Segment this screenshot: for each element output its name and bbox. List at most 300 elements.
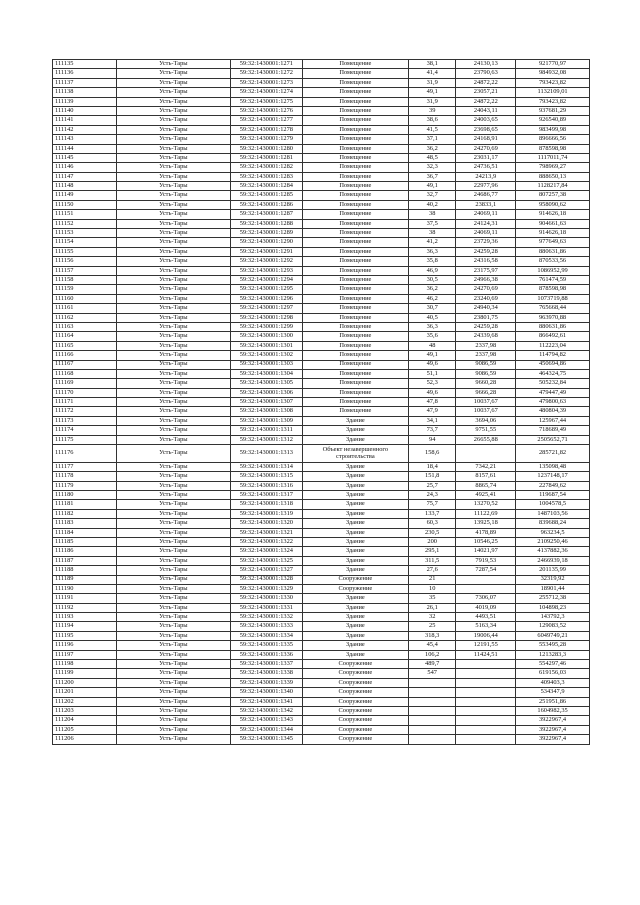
- area-cell: [408, 725, 456, 734]
- area-cell: 32: [408, 613, 456, 622]
- cadastral-value-cell: 479447,49: [516, 388, 590, 397]
- object-type-cell: Сооружение: [302, 716, 408, 725]
- row-number-cell: 111166: [53, 351, 117, 360]
- settlement-name-cell: Усть-Тары: [116, 97, 230, 106]
- settlement-name-cell: Усть-Тары: [116, 462, 230, 471]
- row-number-cell: 111169: [53, 379, 117, 388]
- cadastral-number-cell: 59:32:1430001:1288: [230, 219, 302, 228]
- object-type-cell: Помещение: [302, 172, 408, 181]
- object-type-cell: Помещение: [302, 266, 408, 275]
- settlement-name-cell: Усть-Тары: [116, 294, 230, 303]
- cadastral-value-cell: 18901,44: [516, 584, 590, 593]
- table-row: [53, 322, 590, 331]
- specific-value-cell: 9086,59: [456, 360, 516, 369]
- cadastral-number-cell: 59:32:1430001:1324: [230, 547, 302, 556]
- area-cell: 38,1: [408, 60, 456, 69]
- settlement-name-cell: Усть-Тары: [116, 369, 230, 378]
- settlement-name-cell: Усть-Тары: [116, 257, 230, 266]
- cadastral-number-cell: 59:32:1430001:1300: [230, 332, 302, 341]
- area-cell: 311,5: [408, 556, 456, 565]
- settlement-name-cell: Усть-Тары: [116, 490, 230, 499]
- object-type-cell: Помещение: [302, 247, 408, 256]
- cadastral-value-cell: 464324,75: [516, 369, 590, 378]
- row-number-cell: 111176: [53, 445, 117, 463]
- table-row: [53, 285, 590, 294]
- specific-value-cell: [456, 697, 516, 706]
- cadastral-number-cell: 59:32:1430001:1278: [230, 125, 302, 134]
- table-row: [53, 360, 590, 369]
- cadastral-value-cell: 114794,82: [516, 351, 590, 360]
- cadastral-number-cell: 59:32:1430001:1344: [230, 725, 302, 734]
- settlement-name-cell: Усть-Тары: [116, 481, 230, 490]
- area-cell: 27,6: [408, 566, 456, 575]
- object-type-cell: Сооружение: [302, 584, 408, 593]
- cadastral-value-cell: 129083,52: [516, 622, 590, 631]
- settlement-name-cell: Усть-Тары: [116, 247, 230, 256]
- specific-value-cell: 7919,53: [456, 556, 516, 565]
- table-row: [53, 304, 590, 313]
- cadastral-value-cell: 1086952,99: [516, 266, 590, 275]
- cadastral-value-cell: 619156,03: [516, 669, 590, 678]
- table-row: [53, 566, 590, 575]
- cadastral-number-cell: 59:32:1430001:1284: [230, 182, 302, 191]
- table-row: [53, 575, 590, 584]
- row-number-cell: 111174: [53, 426, 117, 435]
- cadastral-number-cell: 59:32:1430001:1294: [230, 275, 302, 284]
- object-type-cell: Помещение: [302, 275, 408, 284]
- cadastral-number-cell: 59:32:1430001:1336: [230, 650, 302, 659]
- settlement-name-cell: Усть-Тары: [116, 556, 230, 565]
- table-row: [53, 669, 590, 678]
- object-type-cell: Помещение: [302, 153, 408, 162]
- area-cell: [408, 735, 456, 744]
- table-row: [53, 351, 590, 360]
- row-number-cell: 111147: [53, 172, 117, 181]
- object-type-cell: Помещение: [302, 229, 408, 238]
- cadastral-number-cell: 59:32:1430001:1281: [230, 153, 302, 162]
- cadastral-value-cell: 409403,3: [516, 678, 590, 687]
- row-number-cell: 111192: [53, 603, 117, 612]
- object-type-cell: Здание: [302, 519, 408, 528]
- area-cell: 46,9: [408, 266, 456, 275]
- object-type-cell: Сооружение: [302, 660, 408, 669]
- cadastral-number-cell: 59:32:1430001:1272: [230, 69, 302, 78]
- area-cell: 48,5: [408, 153, 456, 162]
- row-number-cell: 111199: [53, 669, 117, 678]
- specific-value-cell: 23031,17: [456, 153, 516, 162]
- table-row: [53, 266, 590, 275]
- object-type-cell: Помещение: [302, 106, 408, 115]
- area-cell: 36,7: [408, 172, 456, 181]
- cadastral-value-cell: 926540,89: [516, 116, 590, 125]
- specific-value-cell: 10546,25: [456, 537, 516, 546]
- object-type-cell: Объект незавершенного строительства: [302, 445, 408, 463]
- object-type-cell: Помещение: [302, 332, 408, 341]
- object-type-cell: Помещение: [302, 304, 408, 313]
- row-number-cell: 111186: [53, 547, 117, 556]
- settlement-name-cell: Усть-Тары: [116, 341, 230, 350]
- table-row: [53, 275, 590, 284]
- table-row: [53, 144, 590, 153]
- object-type-cell: Здание: [302, 426, 408, 435]
- row-number-cell: 111160: [53, 294, 117, 303]
- specific-value-cell: 23057,21: [456, 88, 516, 97]
- cadastral-value-cell: 3922967,4: [516, 735, 590, 744]
- cadastral-number-cell: 59:32:1430001:1334: [230, 631, 302, 640]
- cadastral-number-cell: 59:32:1430001:1329: [230, 584, 302, 593]
- cadastral-value-cell: 866492,61: [516, 332, 590, 341]
- object-type-cell: Здание: [302, 547, 408, 556]
- object-type-cell: Здание: [302, 566, 408, 575]
- table-row: [53, 725, 590, 734]
- cadastral-value-cell: 125967,44: [516, 416, 590, 425]
- cadastral-value-cell: 1117011,74: [516, 153, 590, 162]
- object-type-cell: Здание: [302, 481, 408, 490]
- cadastral-number-cell: 59:32:1430001:1332: [230, 613, 302, 622]
- table-row: [53, 229, 590, 238]
- table-row: [53, 135, 590, 144]
- settlement-name-cell: Усть-Тары: [116, 631, 230, 640]
- area-cell: 133,7: [408, 509, 456, 518]
- object-type-cell: Помещение: [302, 135, 408, 144]
- table-row: [53, 313, 590, 322]
- cadastral-number-cell: 59:32:1430001:1299: [230, 322, 302, 331]
- specific-value-cell: 8157,61: [456, 472, 516, 481]
- object-type-cell: Помещение: [302, 191, 408, 200]
- specific-value-cell: 3694,06: [456, 416, 516, 425]
- area-cell: 49,1: [408, 351, 456, 360]
- specific-value-cell: 4178,89: [456, 528, 516, 537]
- cadastral-value-cell: 227849,62: [516, 481, 590, 490]
- object-type-cell: Здание: [302, 462, 408, 471]
- area-cell: 151,8: [408, 472, 456, 481]
- settlement-name-cell: Усть-Тары: [116, 407, 230, 416]
- object-type-cell: Здание: [302, 490, 408, 499]
- cadastral-value-cell: 904661,63: [516, 219, 590, 228]
- specific-value-cell: [456, 445, 516, 463]
- settlement-name-cell: Усть-Тары: [116, 388, 230, 397]
- table-row: [53, 247, 590, 256]
- settlement-name-cell: Усть-Тары: [116, 360, 230, 369]
- table-row: [53, 509, 590, 518]
- object-type-cell: Помещение: [302, 78, 408, 87]
- row-number-cell: 111161: [53, 304, 117, 313]
- area-cell: 21: [408, 575, 456, 584]
- cadastral-number-cell: 59:32:1430001:1318: [230, 500, 302, 509]
- cadastral-number-cell: 59:32:1430001:1311: [230, 426, 302, 435]
- specific-value-cell: 23240,69: [456, 294, 516, 303]
- specific-value-cell: 2337,98: [456, 341, 516, 350]
- cadastral-number-cell: 59:32:1430001:1305: [230, 379, 302, 388]
- specific-value-cell: 14021,97: [456, 547, 516, 556]
- cadastral-value-cell: 878598,98: [516, 285, 590, 294]
- row-number-cell: 111182: [53, 509, 117, 518]
- cadastral-value-cell: 880631,86: [516, 247, 590, 256]
- area-cell: 49,6: [408, 360, 456, 369]
- specific-value-cell: [456, 678, 516, 687]
- cadastral-number-cell: 59:32:1430001:1337: [230, 660, 302, 669]
- area-cell: [408, 706, 456, 715]
- settlement-name-cell: Усть-Тары: [116, 153, 230, 162]
- cadastral-number-cell: 59:32:1430001:1277: [230, 116, 302, 125]
- specific-value-cell: 10037,67: [456, 398, 516, 407]
- specific-value-cell: 5163,34: [456, 622, 516, 631]
- specific-value-cell: [456, 716, 516, 725]
- table-row: [53, 716, 590, 725]
- table-row: [53, 435, 590, 444]
- object-type-cell: Здание: [302, 528, 408, 537]
- cadastral-number-cell: 59:32:1430001:1316: [230, 481, 302, 490]
- object-type-cell: Помещение: [302, 69, 408, 78]
- cadastral-value-cell: 1073719,88: [516, 294, 590, 303]
- row-number-cell: 111188: [53, 566, 117, 575]
- row-number-cell: 111193: [53, 613, 117, 622]
- row-number-cell: 111205: [53, 725, 117, 734]
- table-row: [53, 407, 590, 416]
- row-number-cell: 111156: [53, 257, 117, 266]
- cadastral-number-cell: 59:32:1430001:1327: [230, 566, 302, 575]
- settlement-name-cell: Усть-Тары: [116, 528, 230, 537]
- object-type-cell: Помещение: [302, 313, 408, 322]
- specific-value-cell: [456, 669, 516, 678]
- object-type-cell: Помещение: [302, 360, 408, 369]
- cadastral-number-cell: 59:32:1430001:1290: [230, 238, 302, 247]
- area-cell: [408, 716, 456, 725]
- cadastral-number-cell: 59:32:1430001:1274: [230, 88, 302, 97]
- cadastral-value-cell: 937681,29: [516, 106, 590, 115]
- specific-value-cell: 24316,58: [456, 257, 516, 266]
- cadastral-number-cell: 59:32:1430001:1292: [230, 257, 302, 266]
- settlement-name-cell: Усть-Тары: [116, 613, 230, 622]
- area-cell: 30,7: [408, 304, 456, 313]
- settlement-name-cell: Усть-Тары: [116, 313, 230, 322]
- area-cell: 40,2: [408, 200, 456, 209]
- row-number-cell: 111152: [53, 219, 117, 228]
- area-cell: 37,1: [408, 135, 456, 144]
- cadastral-value-cell: 963234,5: [516, 528, 590, 537]
- row-number-cell: 111177: [53, 462, 117, 471]
- cadastral-value-cell: 880631,86: [516, 322, 590, 331]
- cadastral-value-cell: 914626,18: [516, 229, 590, 238]
- cadastral-number-cell: 59:32:1430001:1276: [230, 106, 302, 115]
- row-number-cell: 111158: [53, 275, 117, 284]
- settlement-name-cell: Усть-Тары: [116, 304, 230, 313]
- cadastral-value-cell: 135098,48: [516, 462, 590, 471]
- area-cell: 31,9: [408, 97, 456, 106]
- table-row: [53, 735, 590, 744]
- row-number-cell: 111180: [53, 490, 117, 499]
- cadastral-value-cell: 963970,88: [516, 313, 590, 322]
- settlement-name-cell: Усть-Тары: [116, 322, 230, 331]
- specific-value-cell: [456, 735, 516, 744]
- cadastral-value-cell: 143792,3: [516, 613, 590, 622]
- cadastral-value-cell: 878598,98: [516, 144, 590, 153]
- object-type-cell: Здание: [302, 613, 408, 622]
- table-row: [53, 153, 590, 162]
- cadastral-value-cell: 793423,82: [516, 97, 590, 106]
- row-number-cell: 111150: [53, 200, 117, 209]
- row-number-cell: 111181: [53, 500, 117, 509]
- area-cell: 47,9: [408, 407, 456, 416]
- object-type-cell: Помещение: [302, 285, 408, 294]
- object-type-cell: Сооружение: [302, 678, 408, 687]
- area-cell: 75,7: [408, 500, 456, 509]
- cadastral-value-cell: 480804,39: [516, 407, 590, 416]
- table-row: [53, 490, 590, 499]
- cadastral-value-cell: 285721,82: [516, 445, 590, 463]
- cadastral-number-cell: 59:32:1430001:1343: [230, 716, 302, 725]
- specific-value-cell: 24736,51: [456, 163, 516, 172]
- settlement-name-cell: Усть-Тары: [116, 678, 230, 687]
- row-number-cell: 111200: [53, 678, 117, 687]
- row-number-cell: 111168: [53, 369, 117, 378]
- specific-value-cell: [456, 575, 516, 584]
- area-cell: 49,1: [408, 182, 456, 191]
- settlement-name-cell: Усть-Тары: [116, 172, 230, 181]
- specific-value-cell: 22977,96: [456, 182, 516, 191]
- row-number-cell: 111190: [53, 584, 117, 593]
- row-number-cell: 111206: [53, 735, 117, 744]
- settlement-name-cell: Усть-Тары: [116, 210, 230, 219]
- cadastral-number-cell: 59:32:1430001:1291: [230, 247, 302, 256]
- specific-value-cell: 11424,51: [456, 650, 516, 659]
- specific-value-cell: [456, 584, 516, 593]
- specific-value-cell: 26655,88: [456, 435, 516, 444]
- object-type-cell: Здание: [302, 641, 408, 650]
- cadastral-number-cell: 59:32:1430001:1271: [230, 60, 302, 69]
- specific-value-cell: 8865,74: [456, 481, 516, 490]
- table-row: [53, 200, 590, 209]
- specific-value-cell: 9660,28: [456, 379, 516, 388]
- specific-value-cell: 24069,11: [456, 210, 516, 219]
- object-type-cell: Помещение: [302, 210, 408, 219]
- cadastral-number-cell: 59:32:1430001:1296: [230, 294, 302, 303]
- cadastral-number-cell: 59:32:1430001:1293: [230, 266, 302, 275]
- settlement-name-cell: Усть-Тары: [116, 135, 230, 144]
- table-row: [53, 660, 590, 669]
- row-number-cell: 111137: [53, 78, 117, 87]
- specific-value-cell: 9086,59: [456, 369, 516, 378]
- row-number-cell: 111139: [53, 97, 117, 106]
- settlement-name-cell: Усть-Тары: [116, 584, 230, 593]
- specific-value-cell: 7342,21: [456, 462, 516, 471]
- area-cell: 41,5: [408, 125, 456, 134]
- area-cell: 230,5: [408, 528, 456, 537]
- row-number-cell: 111154: [53, 238, 117, 247]
- cadastral-number-cell: 59:32:1430001:1280: [230, 144, 302, 153]
- object-type-cell: Помещение: [302, 257, 408, 266]
- cadastral-value-cell: 870533,56: [516, 257, 590, 266]
- area-cell: 489,7: [408, 660, 456, 669]
- object-type-cell: Помещение: [302, 238, 408, 247]
- area-cell: 158,6: [408, 445, 456, 463]
- row-number-cell: 111191: [53, 594, 117, 603]
- table-row: [53, 294, 590, 303]
- cadastral-value-cell: 255712,38: [516, 594, 590, 603]
- row-number-cell: 111142: [53, 125, 117, 134]
- area-cell: [408, 697, 456, 706]
- cadastral-value-cell: 3922967,4: [516, 725, 590, 734]
- settlement-name-cell: Усть-Тары: [116, 537, 230, 546]
- area-cell: 318,3: [408, 631, 456, 640]
- row-number-cell: 111197: [53, 650, 117, 659]
- cadastral-value-cell: 2466939,18: [516, 556, 590, 565]
- settlement-name-cell: Усть-Тары: [116, 594, 230, 603]
- settlement-name-cell: Усть-Тары: [116, 163, 230, 172]
- area-cell: 49,1: [408, 88, 456, 97]
- row-number-cell: 111135: [53, 60, 117, 69]
- table-row: [53, 172, 590, 181]
- object-type-cell: Сооружение: [302, 706, 408, 715]
- row-number-cell: 111136: [53, 69, 117, 78]
- object-type-cell: Сооружение: [302, 669, 408, 678]
- settlement-name-cell: Усть-Тары: [116, 472, 230, 481]
- table-row: [53, 500, 590, 509]
- cadastral-value-cell: 798969,27: [516, 163, 590, 172]
- area-cell: 36,2: [408, 144, 456, 153]
- cadastral-number-cell: 59:32:1430001:1331: [230, 603, 302, 612]
- row-number-cell: 111184: [53, 528, 117, 537]
- settlement-name-cell: Усть-Тары: [116, 566, 230, 575]
- table-row: [53, 472, 590, 481]
- row-number-cell: 111163: [53, 322, 117, 331]
- table-row: [53, 125, 590, 134]
- object-type-cell: Сооружение: [302, 697, 408, 706]
- specific-value-cell: 4925,41: [456, 490, 516, 499]
- cadastral-number-cell: 59:32:1430001:1330: [230, 594, 302, 603]
- object-type-cell: Сооружение: [302, 575, 408, 584]
- specific-value-cell: 19006,44: [456, 631, 516, 640]
- cadastral-number-cell: 59:32:1430001:1317: [230, 490, 302, 499]
- specific-value-cell: 13925,18: [456, 519, 516, 528]
- cadastral-number-cell: 59:32:1430001:1340: [230, 688, 302, 697]
- table-row: [53, 547, 590, 556]
- object-type-cell: Помещение: [302, 379, 408, 388]
- settlement-name-cell: Усть-Тары: [116, 509, 230, 518]
- settlement-name-cell: Усть-Тары: [116, 379, 230, 388]
- cadastral-number-cell: 59:32:1430001:1322: [230, 537, 302, 546]
- settlement-name-cell: Усть-Тары: [116, 519, 230, 528]
- settlement-name-cell: Усть-Тары: [116, 416, 230, 425]
- cadastral-value-cell: 505232,84: [516, 379, 590, 388]
- specific-value-cell: 24043,11: [456, 106, 516, 115]
- object-type-cell: Помещение: [302, 144, 408, 153]
- settlement-name-cell: Усть-Тары: [116, 660, 230, 669]
- row-number-cell: 111202: [53, 697, 117, 706]
- table-row: [53, 69, 590, 78]
- area-cell: 106,2: [408, 650, 456, 659]
- cadastral-number-cell: 59:32:1430001:1320: [230, 519, 302, 528]
- area-cell: 25: [408, 622, 456, 631]
- cadastral-number-cell: 59:32:1430001:1298: [230, 313, 302, 322]
- row-number-cell: 111203: [53, 706, 117, 715]
- cadastral-number-cell: 59:32:1430001:1289: [230, 229, 302, 238]
- area-cell: 51,1: [408, 369, 456, 378]
- row-number-cell: 111164: [53, 332, 117, 341]
- row-number-cell: 111179: [53, 481, 117, 490]
- settlement-name-cell: Усть-Тары: [116, 398, 230, 407]
- specific-value-cell: 4019,09: [456, 603, 516, 612]
- object-type-cell: Помещение: [302, 97, 408, 106]
- specific-value-cell: 23833,1: [456, 200, 516, 209]
- cadastral-value-cell: 2505652,71: [516, 435, 590, 444]
- cadastral-number-cell: 59:32:1430001:1282: [230, 163, 302, 172]
- table-row: [53, 631, 590, 640]
- area-cell: 36,3: [408, 247, 456, 256]
- row-number-cell: 111171: [53, 398, 117, 407]
- object-type-cell: Помещение: [302, 182, 408, 191]
- cadastral-value-cell: 807257,38: [516, 191, 590, 200]
